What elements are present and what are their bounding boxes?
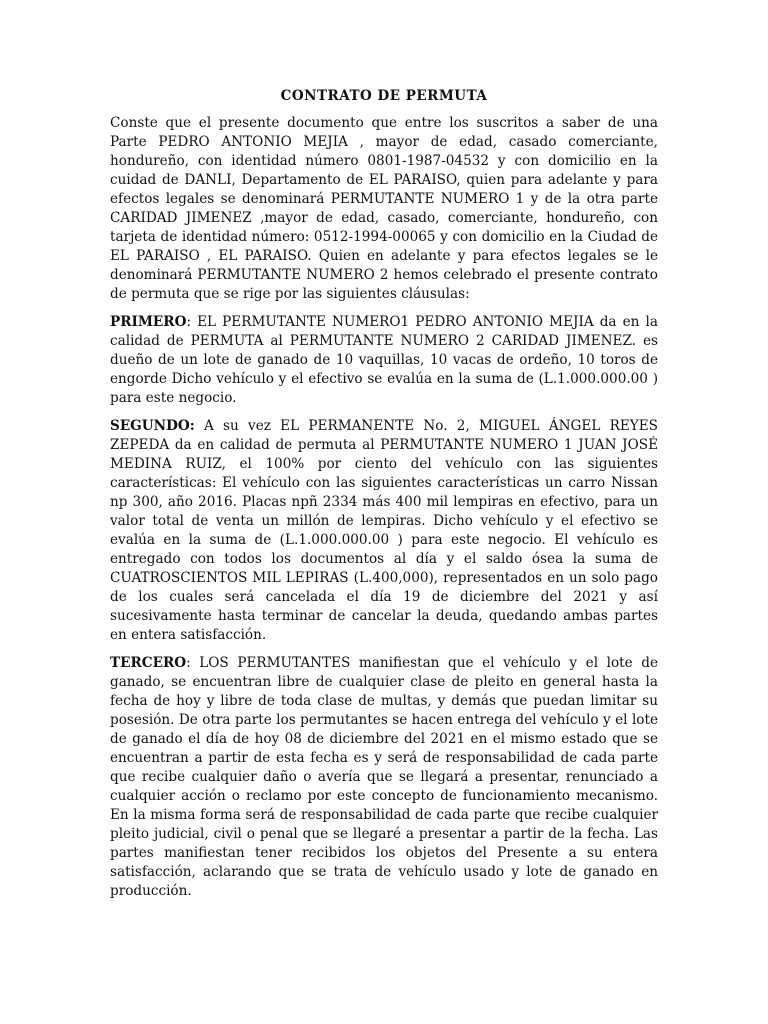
clause-primero [110, 313, 658, 408]
clause-primero-text: : EL PERMUTANTE NUMERO1 PEDRO ANTONIO MEJIA da en la calidad de PERMUTA al PERMUTANTE NUMERO 2 CARIDAD JIMENEZ. es dueño de un lote de ganado de 10 vaquillas, 10 vacas de ordeño, 10 toros de engorde Dicho vehículo y el efectivo se evalúa en la suma de (L.1.000.000.00 ) para este negocio. [110, 314, 658, 406]
clause-primero-heading: PRIMERO [110, 314, 187, 330]
clause-tercero [110, 654, 658, 901]
document-title: CONTRATO DE PERMUTA [280, 88, 488, 104]
intro-paragraph: Conste que el presente documento que entre los suscritos a saber de una Parte PEDRO ANTONIO MEJIA , mayor de edad, casado comerciante, hondureño, con identidad número 0801-1987-04532 y con domicilio en la cuidad de DANLI, Departamento de EL PARAISO, quien para adelante y para efectos legales se denominará PERMUTANTE NUMERO 1 y de la otra parte CARIDAD JIMENEZ ,mayor de edad, casado, comerciante, hondureño, con tarjeta de identidad número: 0512-1994-00065 y con domicilio en la Ciudad de EL PARAISO , EL PARAISO. Quien en adelante y para efectos legales se le denominará PERMUTANTE NUMERO 2 hemos celebrado el presente contrato de permuta que se rige por las siguientes cláusulas: [110, 115, 658, 302]
clause-segundo [110, 417, 658, 645]
clause-segundo-text: A su vez EL PERMANENTE No. 2, MIGUEL ÁNGEL REYES ZEPEDA da en calidad de permuta al PERMUTANTE NUMERO 1 JUAN JOSÉ MEDINA RUIZ, el 100% por ciento del vehículo con las siguientes características: El vehículo con las siguientes características un carro Nissan np 300, año 2016. Placas npñ 2334 más 400 mil lempiras en efectivo, para un valor total de venta un millón de lempiras. Dicho vehículo y el efectivo se evalúa en la suma de (L.1.000.000.00 ) para este negocio. El vehículo es entregado con todos los documentos al día y el saldo ósea la suma de CUATROSCIENTOS MIL LEPIRAS (L.400,000), representados en un solo pago de los cuales será cancelada el día 19 de diciembre del 2021 y así sucesivamente hasta terminar de cancelar la deuda, quedando ambas partes en entera satisfacción. [110, 418, 658, 643]
clause-segundo-heading: SEGUNDO: [110, 418, 195, 434]
clause-tercero-heading: TERCERO [110, 655, 187, 671]
clause-tercero-text: : LOS PERMUTANTES manifiestan que el vehículo y el lote de ganado, se encuentran libre de cualquier clase de pleito en general hasta la fecha de hoy y libre de toda clase de multas, y demás que puedan limitar su posesión. De otra parte los permutantes se hacen entrega del vehículo y el lote de ganado el día de hoy 08 de diciembre del 2021 en el mismo estado que se encuentran a partir de esta fecha es y será de responsabilidad de cada parte que recibe cualquier daño o avería que se llegará a presentar, renunciado a cualquier acción o reclamo por este concepto de funcionamiento mecanismo. En la misma forma será de responsabilidad de cada parte que recibe cualquier pleito judicial, civil o penal que se llegaré a presentar a partir de la fecha. Las partes manifiestan tener recibidos los objetos del Presente a su entera satisfacción, aclarando que se trata de vehículo usado y lote de ganado en producción. [110, 655, 658, 899]
